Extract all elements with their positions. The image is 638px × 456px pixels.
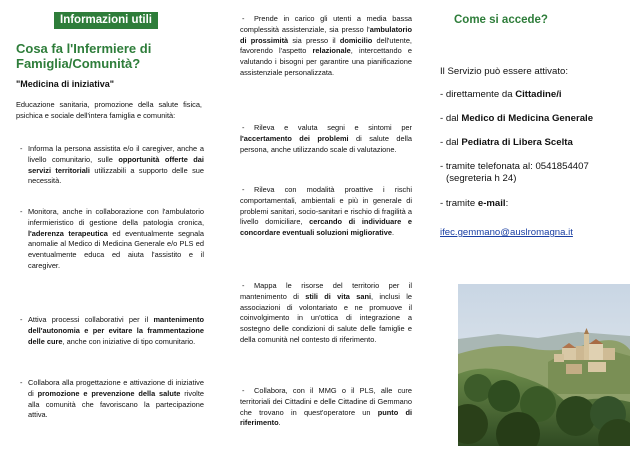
list-item: - Monitora, anche in collaborazione con l'ambulatorio infermieristico di gestione della patologia cronica, l'aderenza terapeutica ed eventualmente segnala anomalie al Medico di Medicina Generale e/o PLS ed eventualmente educa ed aiuta l'assistito e il caregiver. [20, 207, 204, 270]
list-item: - Rileva con modalità proattive i rischi comportamentali, ambientali e più in generale di problemi sanitari, socio-sanitari e rischio di fragilità a livello domiciliare, cercando di individuare e concordare eventuali soluzioni migliorative. [240, 185, 413, 238]
access-option-pediatrician: - dal Pediatra di Libera Scelta [440, 137, 573, 148]
list-item: - Rileva e valuta segni e sintomi per l'accertamento dei problemi di salute della persona, anche utilizzando scale di valutazione. [240, 123, 412, 154]
list-item: - Mappa le risorse del territorio per il mantenimento di stili di vita sani, inclusi le associazioni di volontariato e ne promuove il coinvolgimento in un'ottica di integrazione a sostegno delle condizioni di salute delle famiglie e della comunità nel contesto di riferimento. [240, 281, 412, 344]
section-heading: Cosa fa l'Infermiere di Famiglia/Comunità? [16, 41, 152, 71]
access-intro: Il Servizio può essere attivato: [440, 66, 568, 77]
access-option-gp: - dal Medico di Medicina Generale [440, 113, 594, 124]
subheading: "Medicina di iniziativa" [16, 79, 115, 89]
access-phone: - tramite telefonata al: 0541854407 [440, 161, 589, 172]
list-item: - Attiva processi collaborativi per il mantenimento dell'autonomia e per evitare la frammentazione delle cure, anche con iniziative di tipo comunitario. [20, 315, 204, 346]
email-link[interactable]: ifec.gemmano@auslromagna.it [440, 227, 573, 238]
list-item: - Prende in carico gli utenti a media bassa complessità assistenziale, sia presso l'ambulatorio di prossimità sia presso il domicilio dell'utente, favorendo l'aspetto relazionale, intercettando e valutando i bisogni per garantire una pianificazione assistenziale personalizzata. [240, 14, 412, 77]
access-option-citizens: - direttamente da Cittadine/i [440, 89, 562, 100]
access-heading: Come si accede? [454, 14, 548, 26]
info-tag: Informazioni utili [54, 12, 158, 29]
list-item: - Collabora, con il MMG o il PLS, alle cure territoriali dei Cittadini e delle Cittadine di Gemmano che trovano in quest'operatore un punto di riferimento. [240, 386, 413, 428]
list-item: - Informa la persona assistita e/o il caregiver, anche a livello comunitario, sulle opportunità offerte dai servizi territoriali utilizzabili a supporto delle sue necessità. [20, 144, 205, 186]
access-phone-note: (segreteria h 24) [446, 173, 517, 184]
list-item: - Collabora alla progettazione e attivazione di iniziative di promozione e prevenzione della salute rivolte alla comunità che favoriscano la partecipazione attiva. [20, 378, 204, 420]
village-landscape-photo [458, 284, 630, 446]
access-email-label: - tramite e-mail: [440, 198, 509, 209]
intro-text: Educazione sanitaria, promozione della salute fisica, psichica e sociale dell'intera famiglia e comunità: [16, 100, 202, 120]
